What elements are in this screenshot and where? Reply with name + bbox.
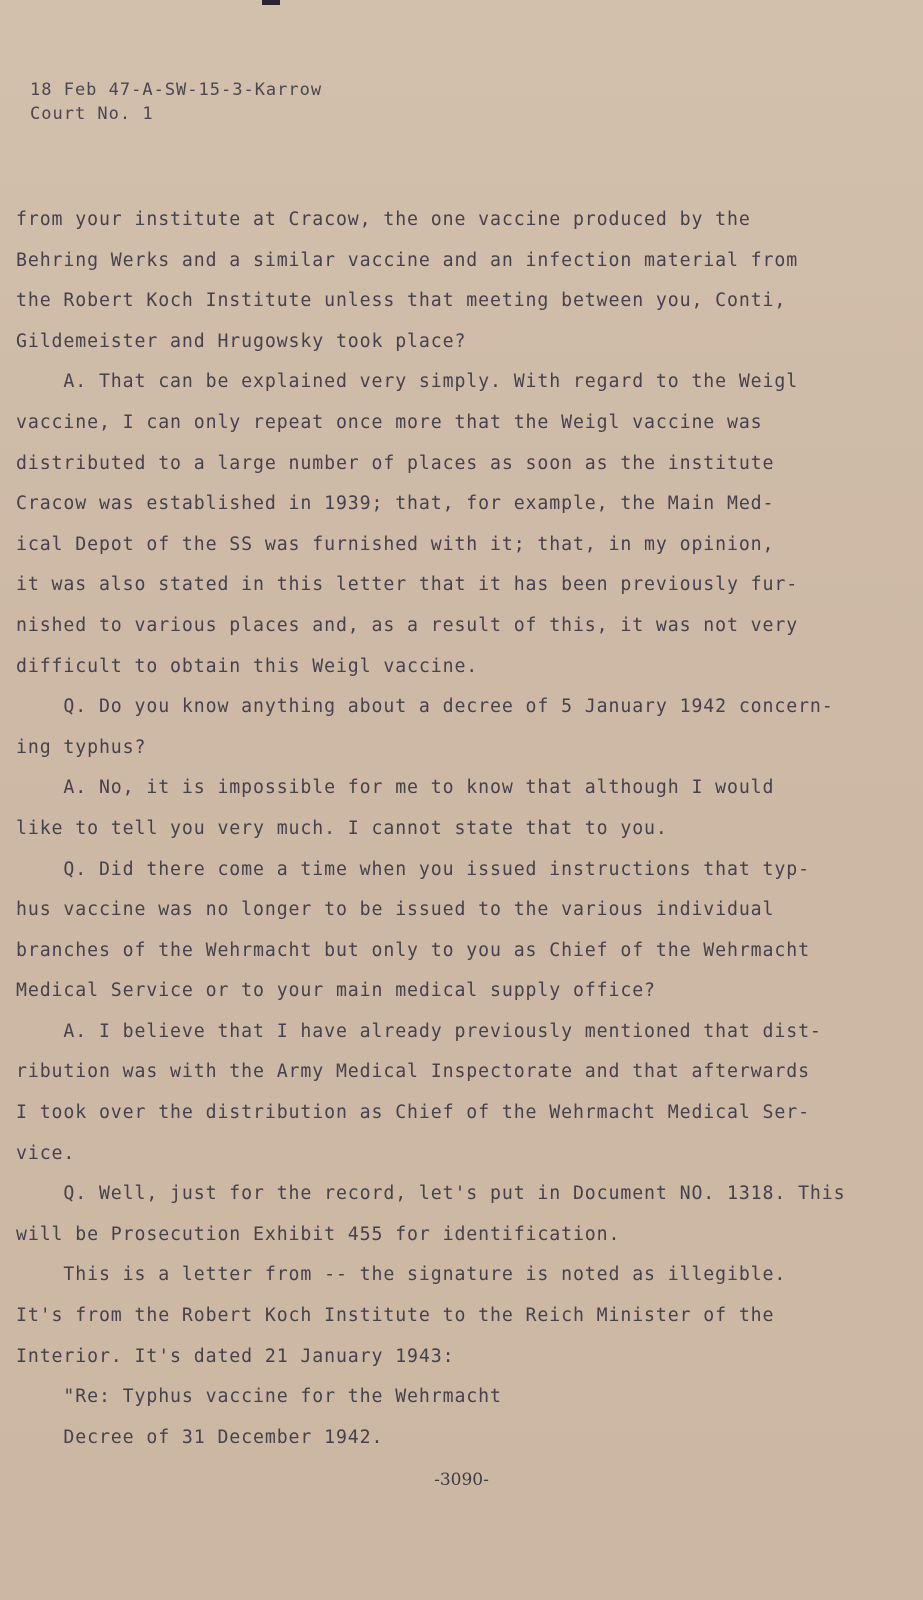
transcript-line: A. That can be explained very simply. With regard to the Weigl xyxy=(16,371,799,393)
transcript-line: Cracow was established in 1939; that, for example, the Main Med- xyxy=(16,493,775,515)
transcript-line: vaccine, I can only repeat once more that the Weigl vaccine was xyxy=(16,411,763,433)
transcript-line: Medical Service or to your main medical supply office? xyxy=(16,980,656,1002)
transcript-line: distributed to a large number of places as soon as the institute xyxy=(16,452,775,474)
transcript-line: branches of the Wehrmacht but only to you as Chief of the Wehrmacht xyxy=(16,939,810,961)
transcript-line: Q. Well, just for the record, let's put in Document NO. 1318. This xyxy=(16,1183,846,1205)
transcript-line: hus vaccine was no longer to be issued to the various individual xyxy=(16,899,775,921)
top-edge-mark xyxy=(262,0,280,5)
transcript-line: ing typhus? xyxy=(16,736,147,758)
transcript-line: A. I believe that I have already previously mentioned that dist- xyxy=(16,1020,822,1042)
transcript-line: from your institute at Cracow, the one vaccine produced by the xyxy=(16,209,751,230)
transcript-line: Interior. It's dated 21 January 1943: xyxy=(16,1345,455,1367)
transcript-line: Decree of 31 December 1942. xyxy=(16,1426,384,1448)
document-header xyxy=(30,78,322,126)
transcript-line: vice. xyxy=(16,1142,76,1164)
transcript-line: will be Prosecution Exhibit 455 for identification. xyxy=(16,1223,621,1245)
transcript-line: difficult to obtain this Weigl vaccine. xyxy=(16,655,479,677)
transcript-line: This is a letter from -- the signature is noted as illegible. xyxy=(16,1264,787,1286)
page-number: -3090- xyxy=(434,1470,489,1490)
transcript-line: I took over the distribution as Chief of the Wehrmacht Medical Ser- xyxy=(16,1102,810,1124)
transcript-line: like to tell you very much. I cannot state that to you. xyxy=(16,817,668,839)
transcript-line: "Re: Typhus vaccine for the Wehrmacht xyxy=(16,1386,502,1408)
transcript-line: It's from the Robert Koch Institute to the Reich Minister of the xyxy=(16,1305,775,1327)
transcript-line: nished to various places and, as a result of this, it was not very xyxy=(16,614,799,636)
transcript-line: Behring Werks and a similar vaccine and an infection material from xyxy=(16,249,799,271)
transcript-line: it was also stated in this letter that it has been previously fur- xyxy=(16,574,799,596)
header-court: Court No. 1 xyxy=(30,104,154,124)
header-reference: 18 Feb 47-A-SW-15-3-Karrow xyxy=(30,80,323,100)
transcript-line: Gildemeister and Hrugowsky took place? xyxy=(16,330,467,352)
transcript-line: Q. Do you know anything about a decree of 5 January 1942 concern- xyxy=(16,696,834,718)
transcript-line: A. No, it is impossible for me to know that although I would xyxy=(16,777,775,799)
transcript-line: Q. Did there come a time when you issued instructions that typ- xyxy=(16,858,810,880)
transcript-line: ical Depot of the SS was furnished with it; that, in my opinion, xyxy=(16,533,775,555)
transcript-line: the Robert Koch Institute unless that meeting between you, Conti, xyxy=(16,290,787,312)
transcript-line: ribution was with the Army Medical Inspectorate and that afterwards xyxy=(16,1061,810,1083)
transcript-body xyxy=(16,200,856,1458)
